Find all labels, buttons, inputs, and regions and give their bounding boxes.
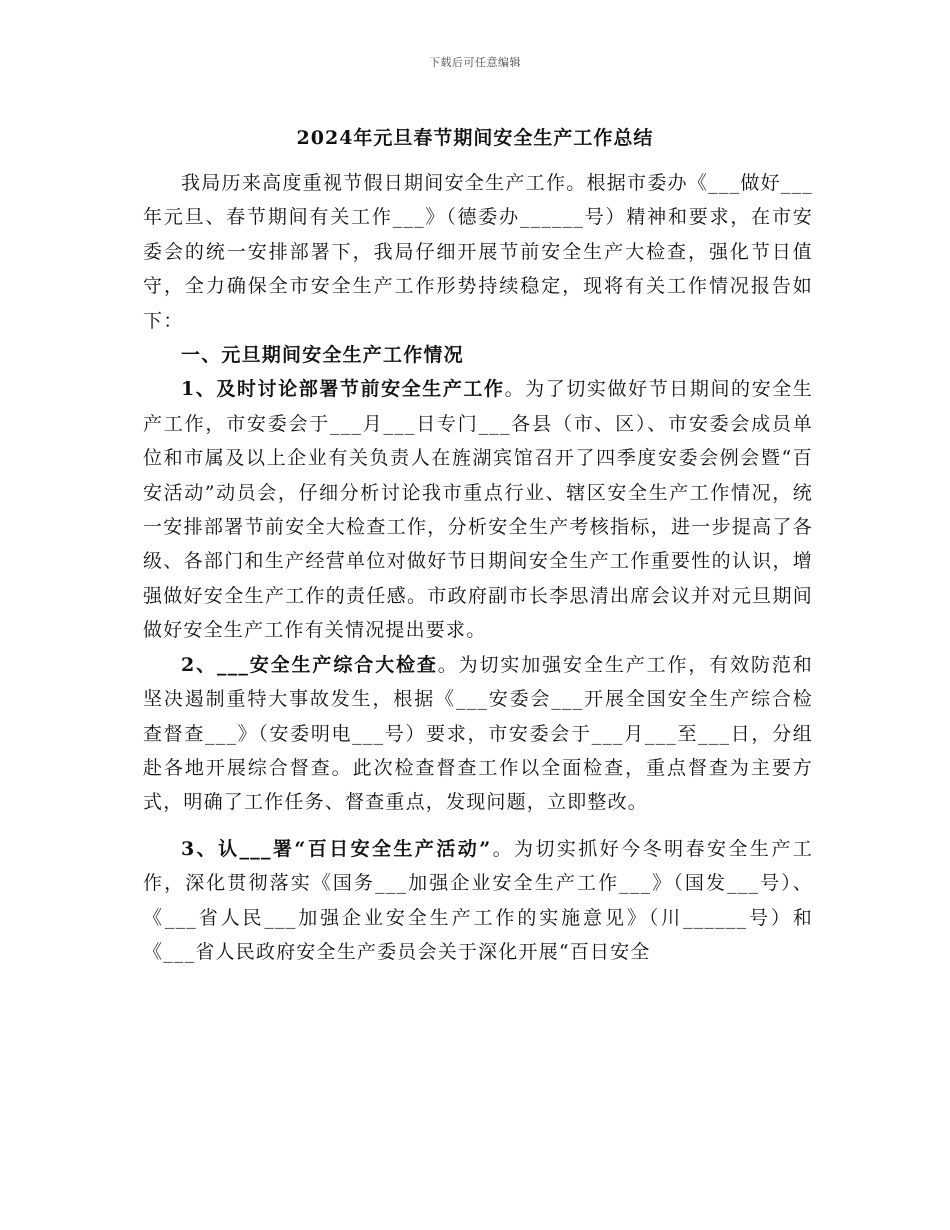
document-title: 2024年元旦春节期间安全生产工作总结 [296, 127, 654, 149]
intro-paragraph: 我局历来高度重视节假日期间安全生产工作。根据市委办《___做好___年元旦、春节期间有关工作___》（德委办______号）精神和要求，在市安委会的统一安排部署下，我局仔细开展节前安全生产大检查，强化节日值守，全力确保全市安全生产工作形势持续稳定，现将有关工作情况报告如下： [143, 172, 813, 332]
item-heading-3: 3、认___署“百日安全生产活动” [181, 837, 492, 860]
item-body-2: 。为切实加强安全生产工作，有效防范和坚决遏制重特大事故发生，根据《___安委会___开展全国安全生产综合检查督查___》（安委明电___号）要求，市安委会于___月___至___日，分组赴各地开展综合督查。此次检查督查工作以全面检查，重点督查为主要方式，明确了工作任务、督查重点，发现问题，立即整改。 [143, 653, 813, 814]
item-paragraph-2 [143, 648, 813, 820]
page-header-note: 下载后可任意编辑 [429, 56, 521, 69]
item-body-3: 。为切实抓好今冬明春安全生产工作，深化贯彻落实《国务___加强企业安全生产工作___》（国发___号）、《___省人民___加强企业安全生产工作的实施意见》（川______号）和《___省人民政府安全生产委员会关于深化开展“百日安全 [143, 837, 813, 963]
item-body-1: 。为了切实做好节日期间的安全生产工作，市安委会于___月___日专门___各县（市、区）、市安委会成员单位和市属及以上企业有关负责人在旌湖宾馆召开了四季度安委会例会暨“百安活动”动员会，仔细分析讨论我市重点行业、辖区安全生产工作情况，统一安排部署节前安全大检查工作，分析安全生产考核指标，进一步提高了各级、各部门和生产经营单位对做好节日期间安全生产工作重要性的认识，增强做好安全生产工作的责任感。市政府副市长李思清出席会议并对元旦期间做好安全生产工作有关情况提出要求。 [143, 378, 813, 642]
item-paragraph-3 [143, 832, 813, 970]
item-paragraph-1 [143, 372, 813, 647]
document-body [143, 166, 813, 969]
item-heading-2: 2、___安全生产综合大检查 [181, 653, 438, 676]
item-heading-1: 1、及时讨论部署节前安全生产工作 [181, 378, 505, 401]
section-heading: 一、元旦期间安全生产工作情况 [181, 344, 464, 367]
